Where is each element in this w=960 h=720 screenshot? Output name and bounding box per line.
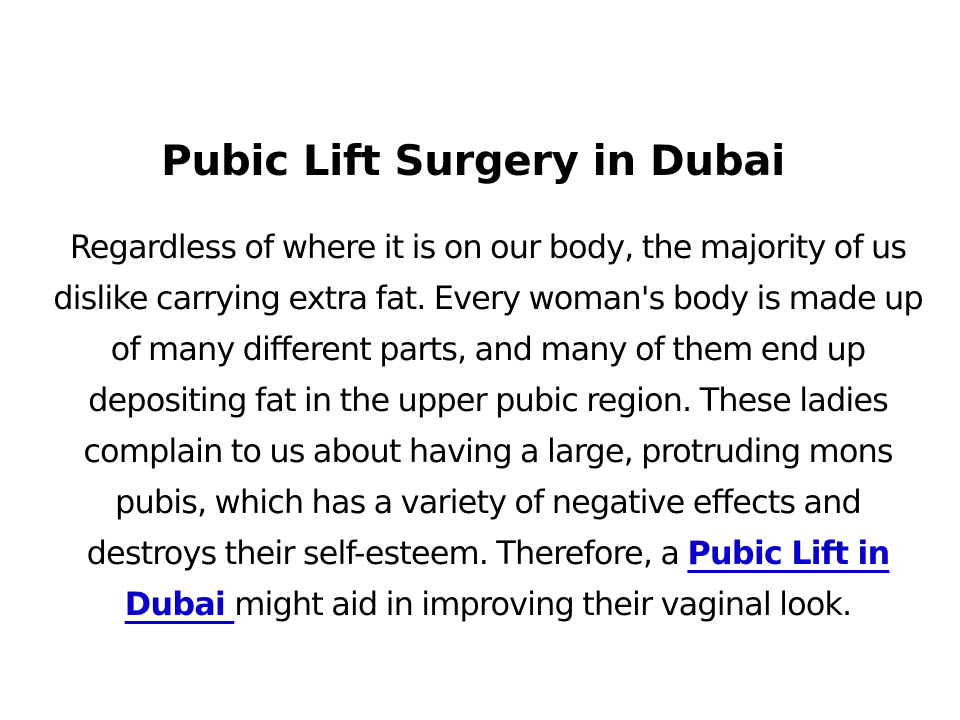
body-text-ending: might aid in improving their vaginal look.	[234, 585, 852, 623]
body-text-intro: Regardless of where it is on our body, the majority of us dislike carrying extra fat. Every woman's body is made up of many different parts, and many of them end up depositing fat in the upper pubic region. These ladies complain to us about having a large, protruding mons pubis, which has a variety of negative effects and destroys their self-esteem. Therefore, a	[53, 228, 923, 572]
slide-title: Pubic Lift Surgery in Dubai	[161, 136, 785, 185]
pubic-lift-dubai-link[interactable]: Pubic Lift in Dubai	[124, 534, 890, 623]
slide-body-text	[50, 222, 926, 630]
